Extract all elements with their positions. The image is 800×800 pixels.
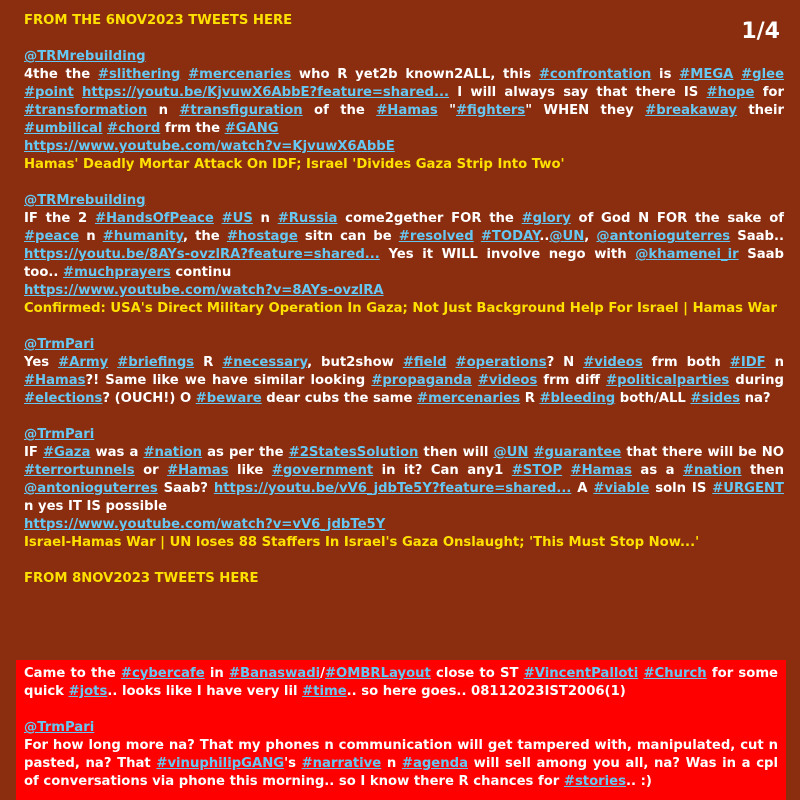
hashtag-link[interactable]: #VincentPalloti — [523, 666, 639, 681]
tweet-text: ? (OUCH!) O — [102, 391, 196, 406]
hashtag-link[interactable]: #sides — [690, 391, 741, 406]
tweet-text: who R yet2b known2ALL, this — [291, 67, 539, 82]
document-page — [24, 12, 784, 604]
hashtag-link[interactable]: #politicalparties — [606, 373, 730, 388]
tweet-handle[interactable]: @TRMrebuilding — [24, 193, 146, 208]
tweet-text: of the — [302, 103, 377, 118]
tweet-text: or — [134, 463, 168, 478]
tweet-text: was a — [90, 445, 144, 460]
hashtag-link[interactable]: #agenda — [401, 756, 468, 771]
tweet-text: Saab.. — [730, 229, 784, 244]
tweet-text: IF the 2 — [24, 211, 95, 226]
hashtag-link[interactable]: #2StatesSolution — [288, 445, 419, 460]
hashtag-link[interactable]: #Army — [58, 355, 109, 370]
hashtag-link[interactable]: #IDF — [729, 355, 766, 370]
hashtag-link[interactable]: #HandsOfPeace — [94, 211, 214, 226]
hashtag-link[interactable]: #mercenaries — [188, 67, 292, 82]
hashtag-link[interactable]: #peace — [24, 229, 80, 244]
hashtag-link[interactable]: #GANG — [224, 121, 279, 136]
tweet-text — [474, 229, 481, 244]
hashtag-link[interactable]: #vinuphilipGANG — [156, 756, 285, 771]
tweet-text: then will — [418, 445, 494, 460]
tweet-text: frm the — [160, 121, 225, 136]
hashtag-link[interactable]: #operations — [455, 355, 547, 370]
hashtag-link[interactable]: #mercenaries — [417, 391, 521, 406]
hashtag-link[interactable]: #US — [221, 211, 253, 226]
hashtag-link[interactable]: #jots — [68, 684, 108, 699]
tweet-text: both/ALL — [615, 391, 691, 406]
hashtag-link[interactable]: #chord — [107, 121, 161, 136]
tweet-text: .. so here goes.. 08112023IST2006(1) — [346, 684, 626, 699]
tweet-text: come2gether FOR the — [337, 211, 522, 226]
tweet-text: / — [320, 666, 325, 681]
hashtag-link[interactable]: #OMBRLayout — [324, 666, 431, 681]
hashtag-link[interactable]: #government — [271, 463, 374, 478]
tweet-text: .. :) — [625, 774, 652, 789]
tweet-text — [733, 67, 741, 82]
hashtag-link[interactable]: #resolved — [398, 229, 474, 244]
tweet-text: Came to the — [24, 666, 121, 681]
hashtag-link[interactable]: #TODAY — [480, 229, 540, 244]
hashtag-link[interactable]: #fighters — [456, 103, 526, 118]
mention-link[interactable]: @antonioguterres — [24, 481, 158, 496]
tweet-block — [24, 192, 784, 318]
video-headline: Israel-Hamas War | UN loses 88 Staffers In Israel's Gaza Onslaught; 'This Must Stop Now...' — [24, 535, 700, 550]
hashtag-link[interactable]: #Hamas — [376, 103, 438, 118]
tweet-block — [24, 48, 784, 174]
tweet-text: " — [437, 103, 456, 118]
tweet-text: Saab too.. — [24, 247, 784, 280]
video-url-link[interactable]: https://www.youtube.com/watch?v=vV6_jdbTe5Y — [24, 517, 386, 532]
tweet-text: for some quick — [24, 666, 778, 699]
hashtag-link[interactable]: #viable — [593, 481, 650, 496]
page-number: 1/4 — [741, 19, 780, 44]
hashtag-link[interactable]: #field — [402, 355, 447, 370]
tweet-text: as a — [632, 463, 683, 478]
tweet-text: R — [520, 391, 540, 406]
tweet-text: 4the the — [24, 67, 98, 82]
tweet-body — [24, 66, 784, 138]
video-headline: Confirmed: USA's Direct Military Operation In Gaza; Not Just Background Help For Israel | Hamas War — [24, 301, 778, 316]
tweet-text: continu — [170, 265, 232, 280]
tweet-text: n — [765, 355, 785, 370]
tweet-text: then — [741, 463, 784, 478]
url-link[interactable]: https://youtu.be/vV6_jdbTe5Y?feature=shared... — [213, 481, 572, 496]
hashtag-link[interactable]: #hope — [706, 85, 755, 100]
tweet-text: 's — [284, 756, 302, 771]
hashtag-link[interactable]: #propaganda — [371, 373, 472, 388]
hashtag-link[interactable]: #glory — [521, 211, 571, 226]
hashtag-link[interactable]: #terrortunnels — [24, 463, 135, 478]
tweet-text: during — [729, 373, 784, 388]
highlight-box — [16, 660, 786, 800]
hashtag-link[interactable]: #breakaway — [645, 103, 737, 118]
hashtag-link[interactable]: #humanity — [102, 229, 183, 244]
tweet-text: of God N FOR the sake of — [570, 211, 784, 226]
tweet-text: in — [204, 666, 229, 681]
mention-link[interactable]: @UN — [549, 229, 585, 244]
mention-link[interactable]: @khamenei_ir — [635, 247, 739, 262]
video-url-link[interactable]: https://www.youtube.com/watch?v=8AYs-ovzlRA — [24, 283, 384, 298]
tweet-text: n yes IT IS possible — [24, 499, 168, 514]
tweet-text: n — [252, 211, 278, 226]
tweet-text: , — [584, 229, 597, 244]
tweet-handle[interactable]: @TRMrebuilding — [24, 49, 146, 64]
tweet-text: , but2show — [307, 355, 403, 370]
tweet-text: , the — [182, 229, 227, 244]
hashtag-link[interactable]: #guarantee — [533, 445, 622, 460]
tweet-text: .. looks like I have very lil — [107, 684, 303, 699]
video-headline: Hamas' Deadly Mortar Attack On IDF; Israel 'Divides Gaza Strip Into Two' — [24, 157, 565, 172]
tweet-text: ?! Same like we have similar looking — [85, 373, 372, 388]
tweet-text: A — [571, 481, 594, 496]
hashtag-link[interactable]: #Church — [643, 666, 707, 681]
tweet-text: I will always say that there IS — [449, 85, 707, 100]
hashtag-link[interactable]: #Russia — [277, 211, 338, 226]
tweet-text: ? N — [546, 355, 584, 370]
tweet-text: frm diff — [537, 373, 607, 388]
hashtag-link[interactable]: #URGENT — [712, 481, 784, 496]
section-header-6nov: FROM THE 6NOV2023 TWEETS HERE — [24, 13, 293, 28]
hashtag-link[interactable]: #elections — [24, 391, 103, 406]
hashtag-link[interactable]: #cybercafe — [120, 666, 205, 681]
hashtag-link[interactable]: #necessary — [222, 355, 308, 370]
hashtag-link[interactable]: #Hamas — [167, 463, 229, 478]
tweet-body — [24, 210, 784, 282]
tweet-text: close to ST — [430, 666, 524, 681]
mention-link[interactable]: @antonioguterres — [596, 229, 731, 244]
tweet-text: na? — [740, 391, 771, 406]
hashtag-link[interactable]: #Hamas — [24, 373, 86, 388]
hashtag-link[interactable]: #nation — [143, 445, 203, 460]
tweet-text — [562, 463, 570, 478]
hashtag-link[interactable]: #umbilical — [24, 121, 103, 136]
tweet-text: for — [754, 85, 784, 100]
tweet-text: that there will be NO — [621, 445, 785, 460]
hashtag-link[interactable]: #transformation — [24, 103, 148, 118]
hashtag-link[interactable]: #point — [24, 85, 74, 100]
tweet-text: n — [381, 756, 402, 771]
url-link[interactable]: https://youtu.be/KjvuwX6AbbE?feature=shared... — [82, 85, 449, 100]
tweet-text: .. — [539, 229, 550, 244]
tweet-text: IF — [24, 445, 43, 460]
tweet-block — [24, 336, 784, 408]
tweet-handle[interactable]: @TrmPari — [24, 427, 95, 442]
tweet-handle[interactable]: @TrmPari — [24, 337, 95, 352]
tweet-text: as per the — [202, 445, 289, 460]
tweet-text — [108, 355, 117, 370]
tweet-text: dear cubs the same — [261, 391, 418, 406]
hashtag-link[interactable]: #stories — [563, 774, 626, 789]
cybercafe-intro-text — [24, 665, 778, 701]
tweet-text: will sell among you all, na? Was in a cpl of conversations via phone this morning.. so I know there R chances for — [24, 756, 778, 789]
tweet-body — [24, 737, 778, 791]
tweet-text — [447, 355, 456, 370]
hashtag-link[interactable]: #transfiguration — [179, 103, 303, 118]
mention-link[interactable]: @UN — [493, 445, 529, 460]
hashtag-link[interactable]: #videos — [583, 355, 643, 370]
tweet-text: is — [651, 67, 680, 82]
hashtag-link[interactable]: #Banaswadi — [228, 666, 321, 681]
hashtag-link[interactable]: #bleeding — [539, 391, 616, 406]
tweet-text: Yes — [24, 355, 59, 370]
section-header-8nov: FROM 8NOV2023 TWEETS HERE — [24, 571, 259, 586]
hashtag-link[interactable]: #nation — [682, 463, 742, 478]
tweet-handle[interactable]: @TrmPari — [24, 720, 95, 735]
hashtag-link[interactable]: #beware — [195, 391, 262, 406]
hashtag-link[interactable]: #time — [302, 684, 347, 699]
tweet-text: " WHEN they — [525, 103, 646, 118]
hashtag-link[interactable]: #Gaza — [43, 445, 91, 460]
tweet-text — [74, 85, 82, 100]
hashtag-link[interactable]: #STOP — [511, 463, 563, 478]
hashtag-link[interactable]: #briefings — [117, 355, 195, 370]
tweet-text — [214, 211, 222, 226]
tweet-text: soln IS — [649, 481, 713, 496]
tweet-text: n — [147, 103, 180, 118]
tweet-text: For how long more na? That my phones n communication will get tampered with, manipulated, cut n pasted, na? That — [24, 738, 778, 771]
tweet-block — [24, 426, 784, 552]
tweet-text: n — [79, 229, 103, 244]
url-link[interactable]: https://youtu.be/8AYs-ovzlRA?feature=shared... — [24, 247, 380, 262]
hashtag-link[interactable]: #muchprayers — [63, 265, 171, 280]
tweet-list — [24, 48, 784, 552]
tweet-text: their — [736, 103, 784, 118]
video-url-link[interactable]: https://www.youtube.com/watch?v=KjvuwX6AbbE — [24, 139, 395, 154]
hashtag-link[interactable]: #videos — [477, 373, 538, 388]
tweet-text: like — [228, 463, 272, 478]
hashtag-link[interactable]: #confrontation — [538, 67, 652, 82]
hashtag-link[interactable]: #slithering — [97, 67, 181, 82]
tweet-body — [24, 354, 784, 408]
tweet-text: Yes it WILL involve nego with — [379, 247, 636, 262]
hashtag-link[interactable]: #glee — [741, 67, 785, 82]
hashtag-link[interactable]: #MEGA — [679, 67, 734, 82]
tweet-text: sitn can be — [297, 229, 399, 244]
tweet-text: Saab? — [157, 481, 214, 496]
tweet-body — [24, 444, 784, 516]
tweet-text — [180, 67, 188, 82]
hashtag-link[interactable]: #hostage — [226, 229, 298, 244]
tweet-text: frm both — [642, 355, 730, 370]
hashtag-link[interactable]: #narrative — [301, 756, 382, 771]
tweet-text: in it? Can any1 — [373, 463, 512, 478]
hashtag-link[interactable]: #Hamas — [570, 463, 633, 478]
tweet-text: R — [194, 355, 223, 370]
